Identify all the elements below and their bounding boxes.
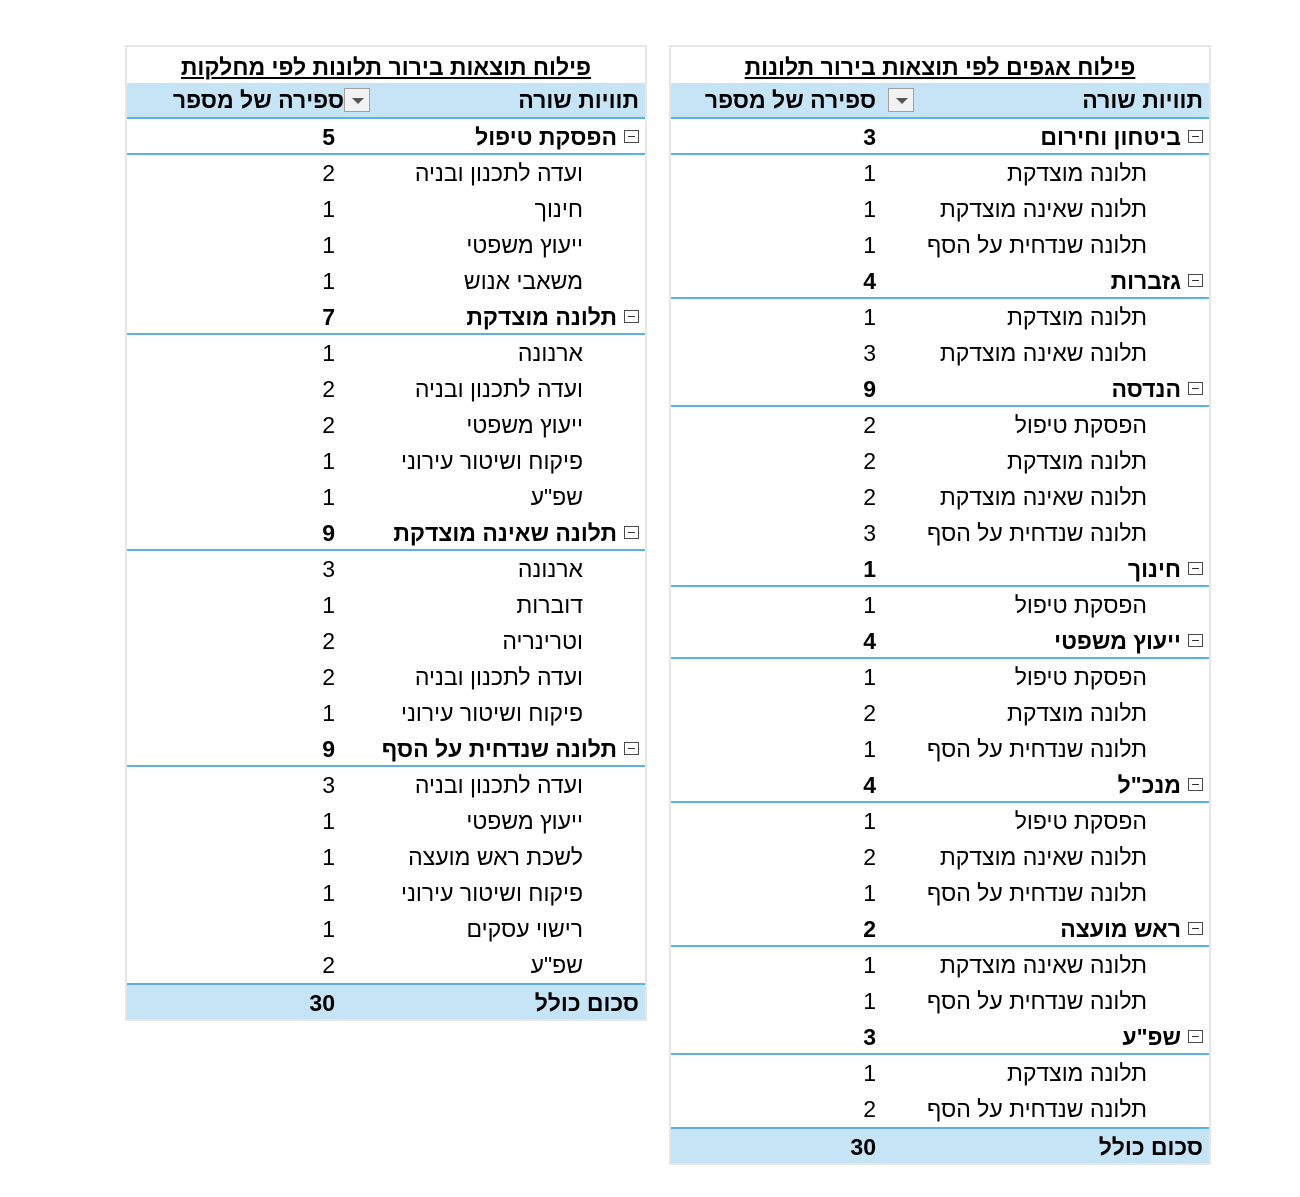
filter-dropdown-icon[interactable] (344, 88, 370, 112)
item-row (127, 263, 645, 299)
item-row (127, 587, 645, 623)
item-label: תלונה מוצדקת (1006, 1060, 1147, 1086)
item-row (671, 839, 1209, 875)
item-label: ייעוץ משפטי (466, 808, 583, 834)
item-row (671, 299, 1209, 335)
item-count: 1 (863, 664, 876, 690)
pivot-title: פילוח תוצאות בירור תלונות לפי מחלקות (180, 54, 592, 80)
item-label: ארנונה (517, 556, 583, 582)
item-count: 1 (322, 808, 335, 834)
item-row (127, 551, 645, 587)
pivot-body (127, 119, 645, 1019)
item-label: ועדה לתכנון ובניה (414, 664, 583, 690)
item-count: 2 (863, 1096, 876, 1122)
item-label: הפסקת טיפול (1014, 412, 1147, 438)
item-count: 1 (322, 268, 335, 294)
item-row (127, 659, 645, 695)
item-row (127, 335, 645, 371)
item-label: חינוך (534, 196, 583, 222)
item-count: 1 (863, 808, 876, 834)
item-label: הפסקת טיפול (1014, 808, 1147, 834)
item-label: ייעוץ משפטי (466, 232, 583, 258)
collapse-icon[interactable] (1188, 562, 1203, 575)
grand-total-value: 30 (309, 990, 335, 1016)
item-label: משאבי אנוש (463, 268, 583, 294)
item-label: תלונה שנדחית על הסף (927, 520, 1147, 546)
item-row (671, 695, 1209, 731)
group-total: 2 (863, 916, 876, 942)
item-label: ארנונה (517, 340, 583, 366)
item-row (671, 407, 1209, 443)
item-label: תלונה שנדחית על הסף (927, 736, 1147, 762)
item-count: 1 (322, 232, 335, 258)
group-total: 1 (863, 556, 876, 582)
item-row (671, 947, 1209, 983)
item-label: דוברות (516, 592, 583, 618)
item-count: 1 (863, 952, 876, 978)
pivot-header (671, 83, 1209, 119)
item-row (127, 623, 645, 659)
item-label: תלונה שנדחית על הסף (927, 988, 1147, 1014)
group-label: תלונה שנדחית על הסף (381, 736, 617, 762)
item-label: תלונה שנדחית על הסף (927, 880, 1147, 906)
filter-dropdown-icon[interactable] (888, 88, 914, 112)
collapse-icon[interactable] (1188, 274, 1203, 287)
group-total: 9 (322, 736, 335, 762)
item-label: לשכת ראש מועצה (408, 844, 583, 870)
item-row (671, 227, 1209, 263)
item-row (671, 335, 1209, 371)
item-label: שפ"ע (530, 484, 583, 510)
item-count: 1 (863, 232, 876, 258)
item-row (127, 947, 645, 983)
item-row (127, 479, 645, 515)
collapse-icon[interactable] (624, 310, 639, 323)
item-count: 1 (863, 160, 876, 186)
item-count: 1 (863, 196, 876, 222)
item-label: ועדה לתכנון ובניה (414, 160, 583, 186)
group-label: תלונה מוצדקת (466, 304, 617, 330)
collapse-icon[interactable] (1188, 634, 1203, 647)
group-total: 9 (863, 376, 876, 402)
row-labels-header: תוויות שורה (1082, 87, 1203, 113)
item-count: 1 (322, 340, 335, 366)
item-row (127, 839, 645, 875)
row-labels-header: תוויות שורה (518, 87, 639, 113)
grand-total-label: סכום כולל (534, 990, 639, 1016)
item-label: תלונה מוצדקת (1006, 448, 1147, 474)
item-row (671, 479, 1209, 515)
item-count: 1 (863, 304, 876, 330)
item-count: 2 (322, 952, 335, 978)
item-row (671, 659, 1209, 695)
pivot-body (671, 119, 1209, 1163)
group-label: שפ"ע (1122, 1024, 1181, 1050)
item-label: תלונה שאינה מוצדקת (939, 196, 1147, 222)
group-total: 4 (863, 628, 876, 654)
item-row (127, 803, 645, 839)
group-label: ביטחון וחירום (1040, 124, 1181, 150)
item-row (127, 767, 645, 803)
count-header: ספירה של מספר (172, 87, 344, 113)
collapse-icon[interactable] (624, 742, 639, 755)
collapse-icon[interactable] (624, 130, 639, 143)
item-count: 1 (322, 700, 335, 726)
item-label: וטרינריה (502, 628, 583, 654)
group-row[interactable] (127, 731, 645, 767)
item-label: תלונה שאינה מוצדקת (939, 340, 1147, 366)
group-label: גזברות (1110, 268, 1181, 294)
group-row[interactable] (127, 119, 645, 155)
item-count: 2 (322, 376, 335, 402)
group-total: 4 (863, 772, 876, 798)
collapse-icon[interactable] (624, 526, 639, 539)
item-count: 1 (322, 916, 335, 942)
pivot-table-departments (125, 45, 647, 1021)
item-row (127, 191, 645, 227)
group-total: 9 (322, 520, 335, 546)
item-count: 2 (322, 412, 335, 438)
group-label: תלונה שאינה מוצדקת (393, 520, 617, 546)
item-count: 3 (863, 520, 876, 546)
pivot-header (127, 83, 645, 119)
item-row (671, 191, 1209, 227)
item-count: 2 (863, 448, 876, 474)
pivot-title: פילוח אגפים לפי תוצאות בירור תלונות (744, 54, 1136, 80)
collapse-icon[interactable] (1188, 778, 1203, 791)
item-row (127, 443, 645, 479)
item-label: תלונה מוצדקת (1006, 700, 1147, 726)
item-count: 1 (322, 196, 335, 222)
item-label: הפסקת טיפול (1014, 664, 1147, 690)
group-row[interactable] (671, 767, 1209, 803)
grand-total-label: סכום כולל (1098, 1134, 1203, 1160)
grand-total-row (127, 983, 645, 1019)
group-label: מנכ"ל (1117, 772, 1181, 798)
group-label: הנדסה (1111, 376, 1181, 402)
item-label: תלונה שנדחית על הסף (927, 232, 1147, 258)
group-row[interactable] (671, 623, 1209, 659)
group-row[interactable] (127, 299, 645, 335)
item-count: 1 (322, 844, 335, 870)
item-row (127, 371, 645, 407)
group-total: 5 (322, 124, 335, 150)
item-count: 1 (322, 484, 335, 510)
item-count: 2 (322, 160, 335, 186)
item-count: 1 (863, 1060, 876, 1086)
item-row (671, 983, 1209, 1019)
item-label: תלונה מוצדקת (1006, 304, 1147, 330)
item-label: רישוי עסקים (466, 916, 583, 942)
item-count: 1 (863, 736, 876, 762)
item-row (127, 227, 645, 263)
item-count: 3 (322, 556, 335, 582)
item-row (127, 155, 645, 191)
item-row (671, 587, 1209, 623)
item-row (671, 1091, 1209, 1127)
item-label: פיקוח ושיטור עירוני (400, 448, 583, 474)
item-count: 2 (322, 628, 335, 654)
collapse-icon[interactable] (1188, 382, 1203, 395)
item-row (671, 803, 1209, 839)
item-count: 1 (863, 988, 876, 1014)
count-header: ספירה של מספר (704, 87, 876, 113)
group-row[interactable] (671, 911, 1209, 947)
group-total: 3 (863, 1024, 876, 1050)
item-row (127, 695, 645, 731)
pivot-table-divisions (669, 45, 1211, 1165)
item-label: תלונה שאינה מוצדקת (939, 844, 1147, 870)
item-count: 1 (322, 880, 335, 906)
group-row[interactable] (671, 263, 1209, 299)
group-row[interactable] (127, 515, 645, 551)
group-row[interactable] (671, 119, 1209, 155)
item-count: 1 (863, 880, 876, 906)
item-row (671, 875, 1209, 911)
item-count: 2 (863, 412, 876, 438)
item-row (671, 443, 1209, 479)
group-row[interactable] (671, 371, 1209, 407)
item-label: תלונה מוצדקת (1006, 160, 1147, 186)
item-row (671, 155, 1209, 191)
item-row (671, 515, 1209, 551)
item-label: פיקוח ושיטור עירוני (400, 880, 583, 906)
item-count: 1 (322, 448, 335, 474)
group-label: הפסקת טיפול (475, 124, 617, 150)
item-label: תלונה שנדחית על הסף (927, 1096, 1147, 1122)
grand-total-row (671, 1127, 1209, 1163)
group-total: 3 (863, 124, 876, 150)
item-count: 1 (863, 592, 876, 618)
item-row (127, 911, 645, 947)
item-count: 2 (863, 844, 876, 870)
item-count: 3 (322, 772, 335, 798)
item-label: הפסקת טיפול (1014, 592, 1147, 618)
group-row[interactable] (671, 1019, 1209, 1055)
grand-total-value: 30 (850, 1134, 876, 1160)
collapse-icon[interactable] (1188, 130, 1203, 143)
item-label: ייעוץ משפטי (466, 412, 583, 438)
group-row[interactable] (671, 551, 1209, 587)
item-row (127, 875, 645, 911)
item-count: 2 (863, 484, 876, 510)
item-label: ועדה לתכנון ובניה (414, 376, 583, 402)
group-label: ייעוץ משפטי (1054, 628, 1181, 654)
item-count: 1 (322, 592, 335, 618)
group-total: 7 (322, 304, 335, 330)
group-label: ראש מועצה (1060, 916, 1181, 942)
item-row (127, 407, 645, 443)
item-count: 3 (863, 340, 876, 366)
group-total: 4 (863, 268, 876, 294)
item-label: פיקוח ושיטור עירוני (400, 700, 583, 726)
item-row (671, 731, 1209, 767)
item-row (671, 1055, 1209, 1091)
item-label: תלונה שאינה מוצדקת (939, 952, 1147, 978)
item-count: 2 (322, 664, 335, 690)
group-label: חינוך (1127, 556, 1181, 582)
collapse-icon[interactable] (1188, 922, 1203, 935)
collapse-icon[interactable] (1188, 1030, 1203, 1043)
item-label: שפ"ע (530, 952, 583, 978)
item-label: ועדה לתכנון ובניה (414, 772, 583, 798)
item-count: 2 (863, 700, 876, 726)
item-label: תלונה שאינה מוצדקת (939, 484, 1147, 510)
